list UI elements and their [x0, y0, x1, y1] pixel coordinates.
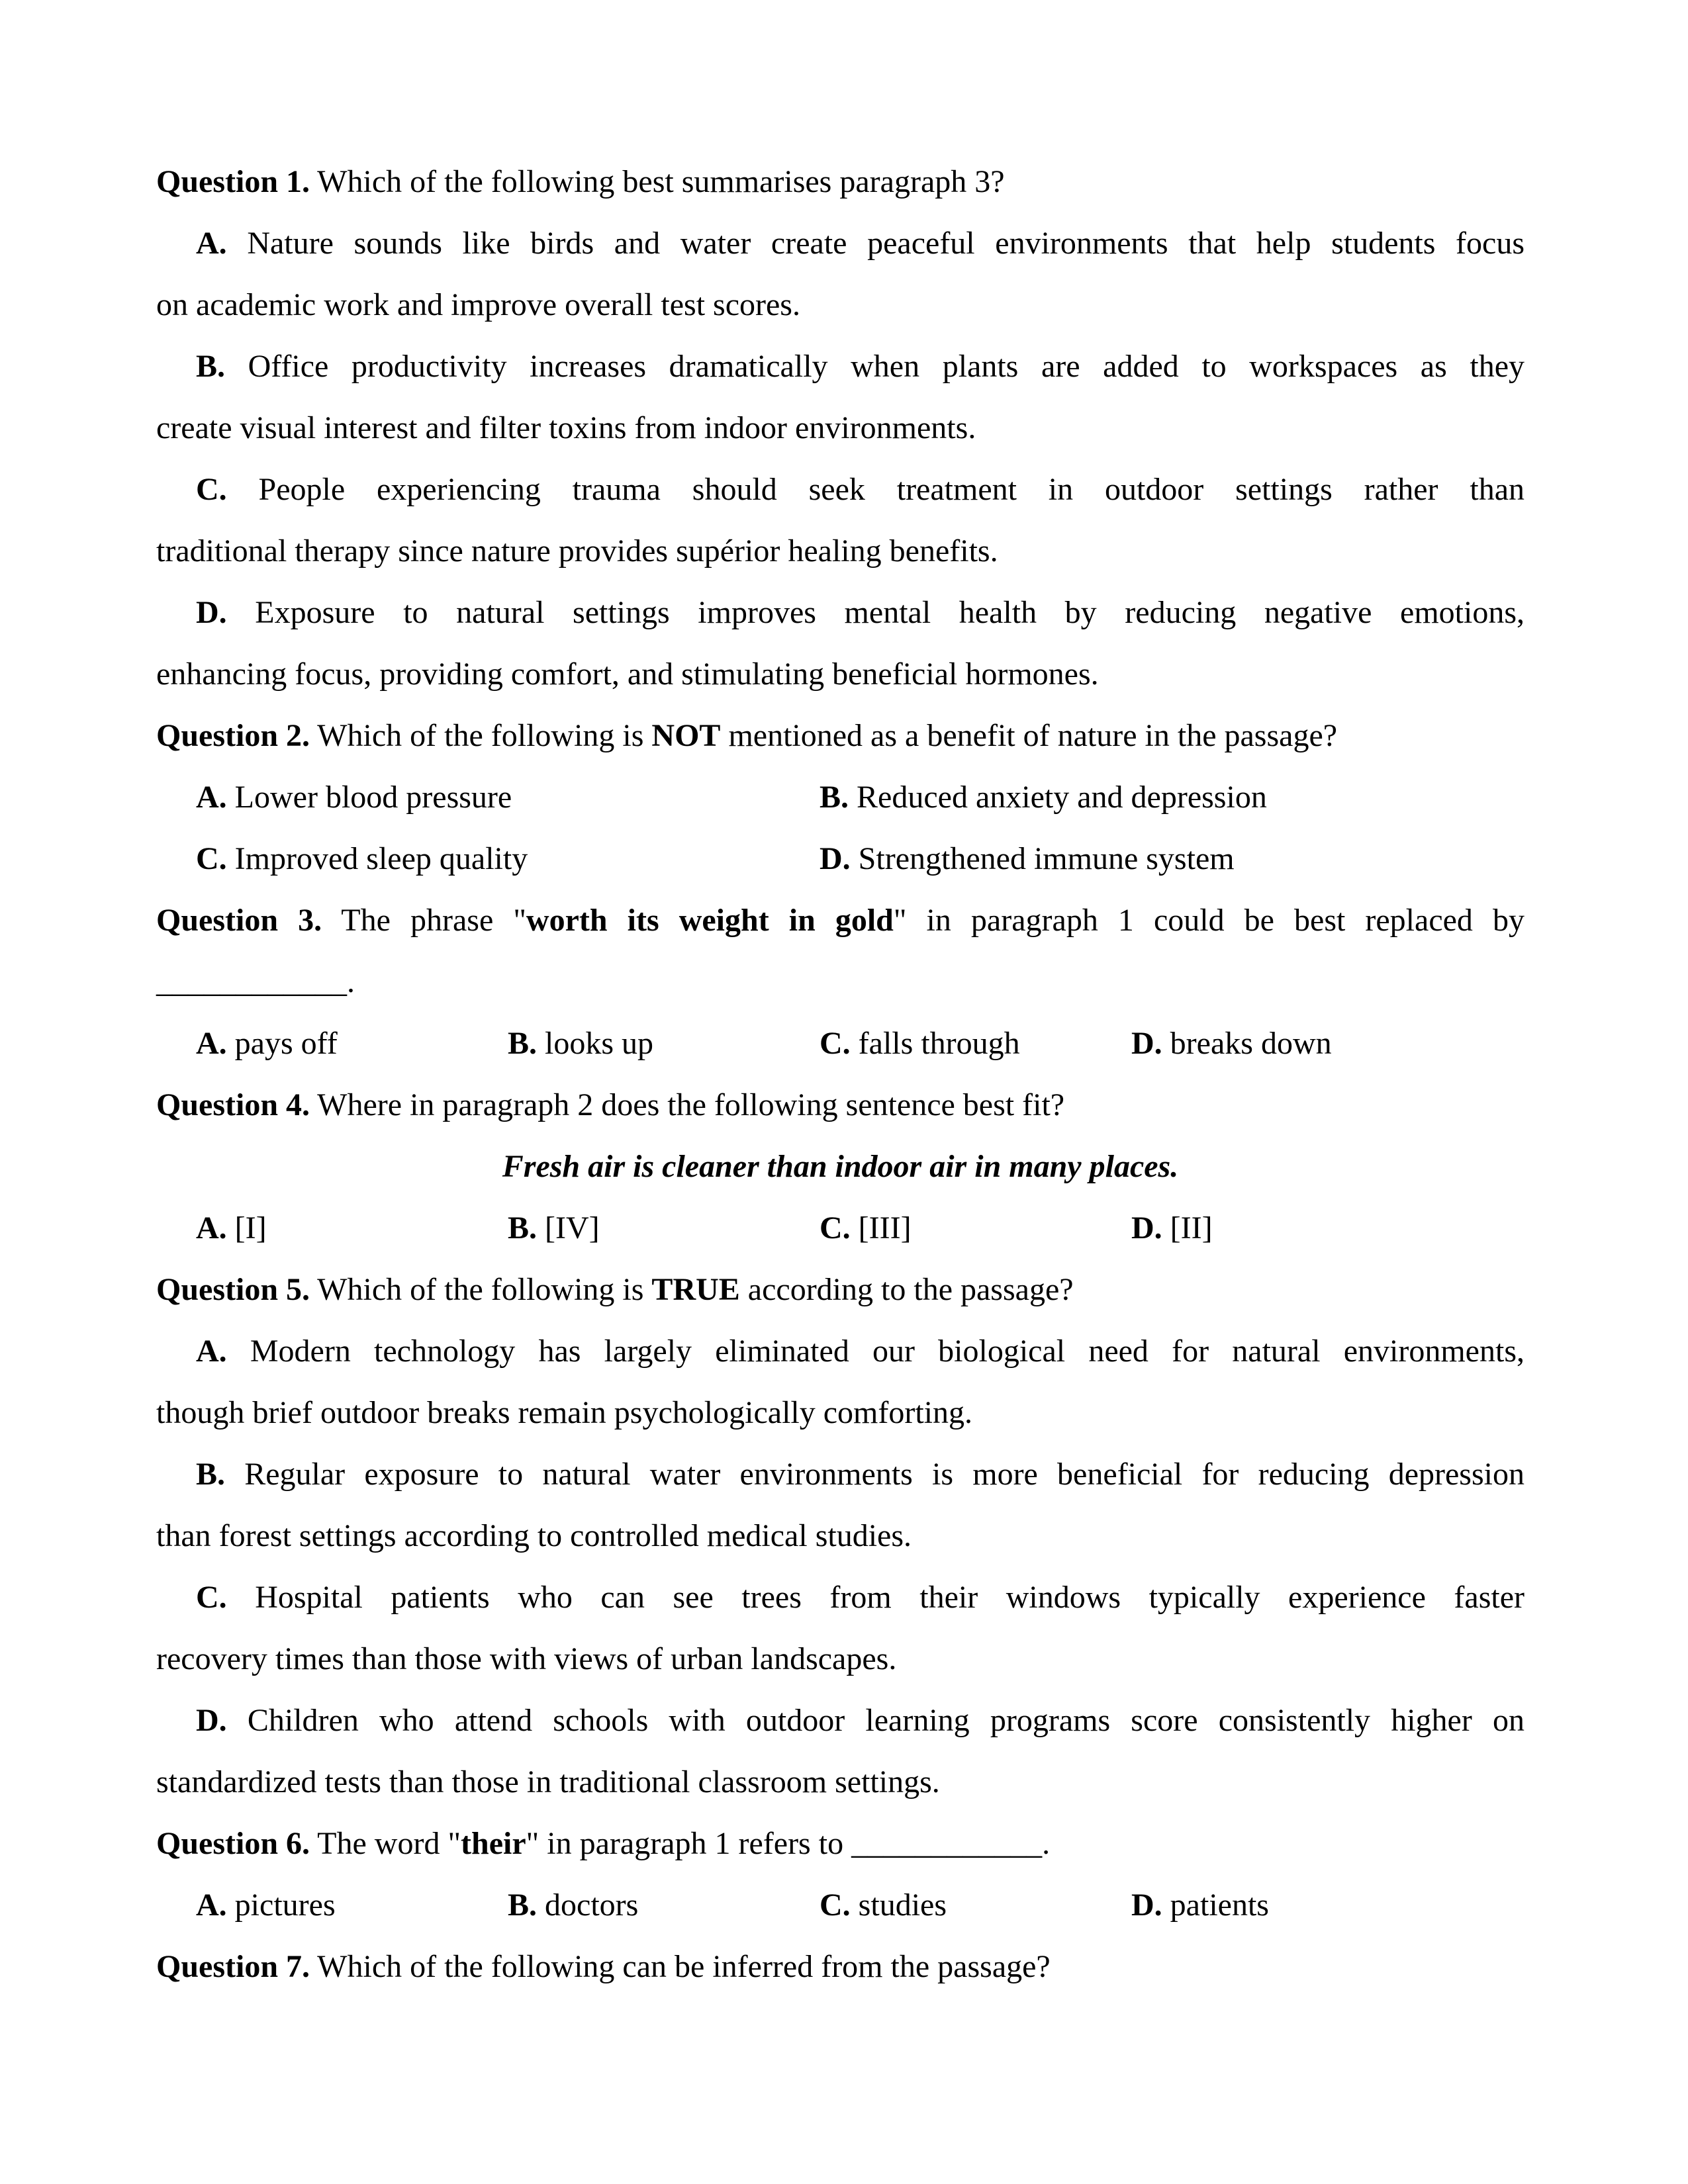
question-label: Question 2.: [156, 718, 310, 753]
option-text: patients: [1170, 1888, 1269, 1923]
option-1b-cont: create visual interest and filter toxins from indoor environments.: [156, 410, 976, 445]
option-5d-cont: standardized tests than those in traditional classroom settings.: [156, 1764, 940, 1799]
option-2d[interactable]: [820, 828, 1235, 889]
option-5d[interactable]: [156, 1690, 1524, 1751]
question-3: [156, 889, 1524, 951]
option-5a[interactable]: [156, 1320, 1524, 1382]
option-letter: A.: [196, 780, 227, 815]
option-text: pays off: [234, 1026, 338, 1061]
option-4c[interactable]: [820, 1197, 1131, 1259]
question-label: Question 4.: [156, 1087, 310, 1122]
question-text: " in paragraph 1 could be best replaced by: [893, 903, 1524, 938]
option-letter: B.: [820, 780, 849, 815]
option-1c[interactable]: [156, 459, 1524, 520]
option-letter: D.: [1131, 1026, 1162, 1061]
options-row: [156, 766, 1524, 828]
option-letter: D.: [1131, 1210, 1162, 1246]
question-1: [156, 151, 1524, 212]
question-sheet: [156, 151, 1524, 1997]
option-letter: C.: [820, 1888, 851, 1923]
option-text: Nature sounds like birds and water create peaceful environments that help students focus: [247, 226, 1525, 261]
option-text: [IV]: [545, 1210, 600, 1246]
option-3b[interactable]: [508, 1013, 820, 1074]
option-letter: A.: [196, 226, 227, 261]
option-letter: B.: [196, 349, 226, 384]
option-text: People experiencing trauma should seek treatment in outdoor settings rather than: [258, 472, 1524, 507]
option-text: doctors: [545, 1888, 639, 1923]
question-emphasis: NOT: [651, 718, 721, 753]
option-6b[interactable]: [508, 1874, 820, 1936]
option-2c[interactable]: [196, 828, 820, 889]
option-4d[interactable]: [1131, 1197, 1213, 1259]
answer-blank: ____________.: [156, 964, 355, 999]
option-1c-cont: traditional therapy since nature provides supérior healing benefits.: [156, 533, 998, 569]
option-letter: B.: [508, 1210, 538, 1246]
question-emphasis: TRUE: [651, 1272, 740, 1307]
option-text: Modern technology has largely eliminated our biological need for natural environments,: [250, 1334, 1524, 1369]
question-emphasis: worth its weight in gold: [526, 903, 894, 938]
option-text: [II]: [1170, 1210, 1213, 1246]
option-5c-cont: recovery times than those with views of urban landscapes.: [156, 1641, 897, 1676]
question-5: [156, 1259, 1524, 1320]
option-letter: C.: [820, 1210, 851, 1246]
option-text: breaks down: [1170, 1026, 1332, 1061]
option-letter: C.: [820, 1026, 851, 1061]
option-text: [III]: [858, 1210, 912, 1246]
option-letter: B.: [196, 1457, 226, 1492]
question-label: Question 5.: [156, 1272, 310, 1307]
question-text: Which of the following is: [317, 1272, 644, 1307]
question-text: Which of the following is: [317, 718, 644, 753]
option-5b-cont: than forest settings according to controlled medical studies.: [156, 1518, 912, 1553]
options-row: [156, 1013, 1524, 1074]
option-1b[interactable]: [156, 336, 1524, 397]
question-label: Question 7.: [156, 1949, 310, 1984]
option-5b[interactable]: [156, 1443, 1524, 1505]
question-text: Where in paragraph 2 does the following sentence best fit?: [317, 1087, 1065, 1122]
question-text: " in paragraph 1 refers to ____________.: [526, 1826, 1051, 1861]
question-text: Which of the following can be inferred from the passage?: [317, 1949, 1051, 1984]
option-6c[interactable]: [820, 1874, 1131, 1936]
option-5c[interactable]: [156, 1567, 1524, 1628]
option-text: Strengthened immune system: [858, 841, 1235, 876]
option-3c[interactable]: [820, 1013, 1131, 1074]
option-1d-cont: enhancing focus, providing comfort, and stimulating beneficial hormones.: [156, 657, 1099, 692]
option-text: Improved sleep quality: [234, 841, 528, 876]
option-text: Regular exposure to natural water environments is more beneficial for reducing depression: [244, 1457, 1524, 1492]
option-4b[interactable]: [508, 1197, 820, 1259]
option-6d[interactable]: [1131, 1874, 1269, 1936]
option-letter: D.: [196, 1703, 227, 1738]
option-text: Hospital patients who can see trees from their windows typically experience faster: [255, 1580, 1525, 1615]
option-2b[interactable]: [820, 766, 1267, 828]
question-label: Question 3.: [156, 903, 322, 938]
option-text: looks up: [545, 1026, 654, 1061]
option-text: Reduced anxiety and depression: [857, 780, 1267, 815]
option-text: Lower blood pressure: [234, 780, 512, 815]
option-letter: A.: [196, 1334, 227, 1369]
option-letter: C.: [196, 841, 227, 876]
option-text: [I]: [234, 1210, 267, 1246]
question-text: The word ": [317, 1826, 461, 1861]
option-letter: C.: [196, 1580, 227, 1615]
option-letter: C.: [196, 472, 227, 507]
question-label: Question 1.: [156, 164, 310, 199]
question-text: mentioned as a benefit of nature in the passage?: [728, 718, 1338, 753]
option-letter: D.: [196, 595, 227, 630]
option-letter: A.: [196, 1210, 227, 1246]
options-row: [156, 1197, 1524, 1259]
question-text: according to the passage?: [747, 1272, 1074, 1307]
option-text: Children who attend schools with outdoor learning programs score consistently higher on: [247, 1703, 1525, 1738]
option-4a[interactable]: [196, 1197, 508, 1259]
question-text: The phrase ": [341, 903, 526, 938]
option-3a[interactable]: [196, 1013, 508, 1074]
options-row: [156, 1874, 1524, 1936]
question-4: [156, 1074, 1524, 1136]
option-letter: B.: [508, 1888, 538, 1923]
question-7: [156, 1936, 1524, 1997]
option-6a[interactable]: [196, 1874, 508, 1936]
question-emphasis: their: [461, 1826, 526, 1861]
option-5a-cont: though brief outdoor breaks remain psychologically comforting.: [156, 1395, 973, 1430]
option-3d[interactable]: [1131, 1013, 1332, 1074]
question-text: Which of the following best summarises paragraph 3?: [317, 164, 1005, 199]
question-label: Question 6.: [156, 1826, 310, 1861]
option-letter: B.: [508, 1026, 538, 1061]
insert-sentence: Fresh air is cleaner than indoor air in many places.: [502, 1149, 1179, 1184]
option-text: Office productivity increases dramatically when plants are added to workspaces as they: [248, 349, 1525, 384]
option-1a[interactable]: [156, 212, 1524, 274]
option-text: pictures: [234, 1888, 336, 1923]
question-2: [156, 705, 1524, 766]
option-text: falls through: [858, 1026, 1020, 1061]
option-letter: A.: [196, 1888, 227, 1923]
option-letter: D.: [820, 841, 851, 876]
option-text: Exposure to natural settings improves mental health by reducing negative emotions,: [255, 595, 1525, 630]
option-letter: A.: [196, 1026, 227, 1061]
option-1d[interactable]: [156, 582, 1524, 643]
option-1a-cont: on academic work and improve overall test scores.: [156, 287, 800, 322]
option-2a[interactable]: [196, 766, 820, 828]
options-row: [156, 828, 1524, 889]
question-6: [156, 1813, 1524, 1874]
option-letter: D.: [1131, 1888, 1162, 1923]
option-text: studies: [858, 1888, 947, 1923]
